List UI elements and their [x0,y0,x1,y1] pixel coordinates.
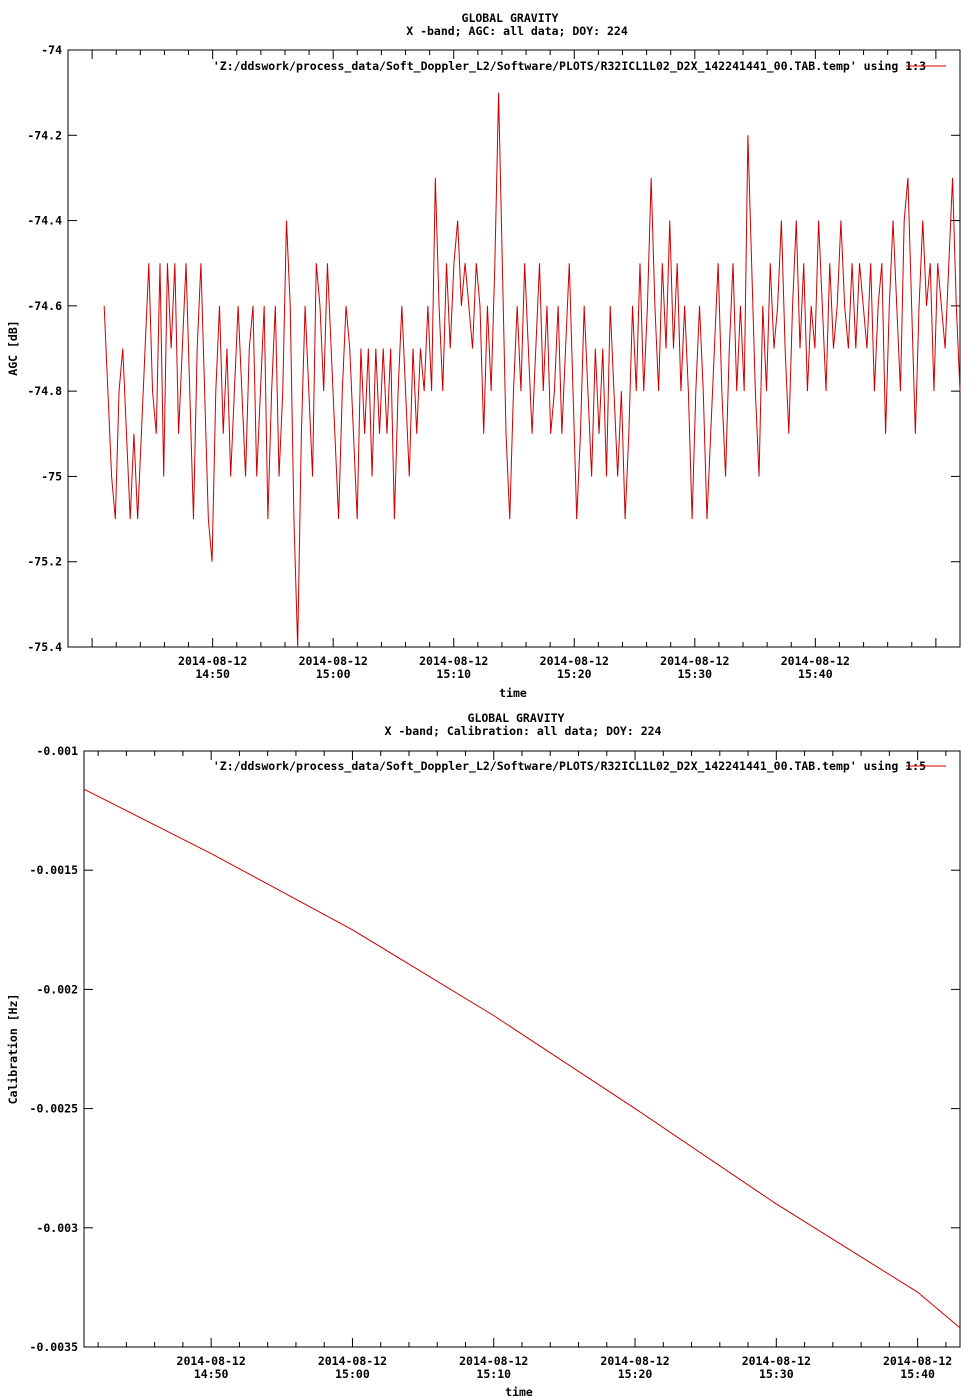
agc-x-axis-label: time [499,686,527,700]
agc-chart-subtitle: X -band; AGC: all data; DOY: 224 [406,24,628,38]
calibration-chart-subtitle: X -band; Calibration: all data; DOY: 224 [384,724,662,738]
y-tick-label: -0.0025 [29,1101,78,1116]
agc-y-axis-label: AGC [dB] [6,320,20,376]
x-tick-date-label: 2014-08-12 [539,654,609,668]
y-tick-label: -74.8 [27,384,62,399]
calibration-plot-frame [84,751,960,1347]
agc-plot-frame [68,50,960,647]
x-tick-date-label: 2014-08-12 [459,1354,529,1368]
x-tick-time-label: 15:30 [759,1367,794,1381]
x-tick-date-label: 2014-08-12 [176,1354,246,1368]
x-tick-date-label: 2014-08-12 [741,1354,811,1368]
x-tick-time-label: 15:00 [335,1367,370,1381]
y-tick-label: -75 [41,469,62,484]
x-tick-date-label: 2014-08-12 [780,654,850,668]
calibration-x-axis [98,751,952,1381]
calibration-series-line [84,789,960,1328]
y-tick-label: -74 [41,43,62,57]
x-tick-date-label: 2014-08-12 [660,654,730,668]
x-tick-date-label: 2014-08-12 [882,1354,953,1368]
x-tick-date-label: 2014-08-12 [298,654,368,668]
x-tick-time-label: 15:10 [476,1367,512,1381]
x-tick-time-label: 14:50 [195,667,230,681]
y-tick-label: -75.2 [27,554,62,569]
x-tick-date-label: 2014-08-12 [317,1354,388,1368]
calibration-chart [6,711,960,1399]
y-tick-label: -0.0015 [29,863,78,878]
x-tick-time-label: 15:20 [556,667,592,681]
agc-y-axis [27,43,960,654]
x-tick-time-label: 15:40 [798,667,833,681]
x-tick-time-label: 15:30 [677,667,713,681]
y-tick-label: -75.4 [27,640,62,654]
y-tick-label: -0.002 [36,982,78,997]
agc-x-axis [68,50,960,681]
y-tick-label: -0.003 [36,1220,78,1235]
agc-chart-title: GLOBAL GRAVITY [461,11,559,25]
x-tick-date-label: 2014-08-12 [600,1354,670,1368]
x-tick-time-label: 15:00 [315,667,351,681]
x-tick-time-label: 15:10 [436,667,472,681]
x-tick-time-label: 14:50 [193,1367,229,1381]
y-tick-label: -0.0035 [29,1340,78,1354]
x-tick-date-label: 2014-08-12 [178,654,248,668]
calibration-y-axis [30,744,960,1354]
y-tick-label: -74.4 [27,213,62,228]
calibration-y-axis-label: Calibration [Hz] [6,993,20,1105]
x-tick-time-label: 15:20 [617,1367,653,1381]
calibration-legend-label: 'Z:/ddswork/process_data/Soft_Doppler_L2/Software/PLOTS/R32ICL1L02_D2X_142241441_00.TAB.temp' using 1:5 [212,759,926,773]
y-tick-label: -0.001 [36,744,78,758]
agc-series-line [104,93,960,647]
calibration-x-axis-label: time [505,1385,533,1399]
y-tick-label: -74.2 [27,128,62,143]
y-tick-label: -74.6 [27,298,62,313]
calibration-chart-title: GLOBAL GRAVITY [467,711,565,725]
agc-chart [6,11,960,700]
agc-legend-label: 'Z:/ddswork/process_data/Soft_Doppler_L2/Software/PLOTS/R32ICL1L02_D2X_142241441_00.TAB.temp' using 1:3 [212,59,926,73]
x-tick-time-label: 15:40 [900,1367,935,1381]
x-tick-date-label: 2014-08-12 [419,654,489,668]
